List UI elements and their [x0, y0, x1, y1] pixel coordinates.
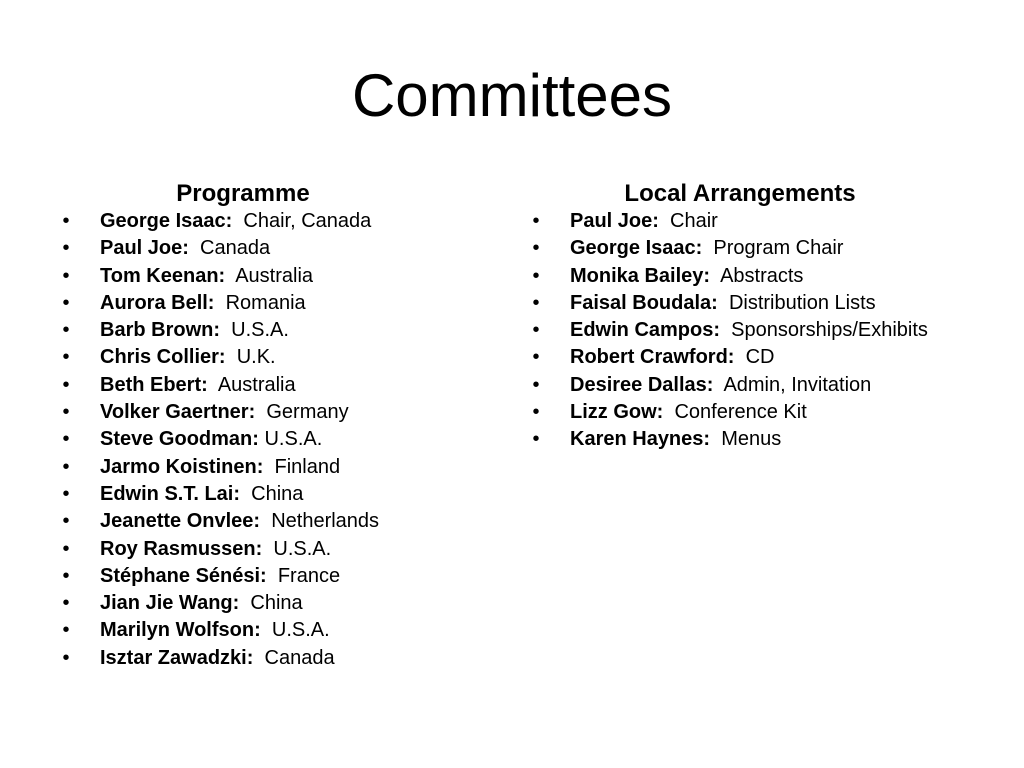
bullet-icon: • — [532, 264, 540, 287]
member-separator — [663, 401, 674, 423]
committee-member — [60, 456, 480, 479]
member-role: Admin, Invitation — [723, 373, 872, 396]
member-role: Australia — [217, 373, 296, 396]
member-name: Edwin S.T. Lai: — [100, 482, 241, 505]
member-name: Stéphane Sénési: — [100, 564, 267, 587]
bullet-icon: • — [62, 319, 70, 342]
member-name: Roy Rasmussen: — [100, 537, 263, 560]
member-role: Germany — [266, 401, 349, 424]
member-role: Abstracts — [720, 264, 804, 287]
member-separator — [263, 456, 274, 478]
member-name: Edwin Campos: — [570, 319, 721, 342]
member-separator — [208, 374, 218, 396]
member-separator — [239, 592, 250, 614]
member-separator — [255, 401, 266, 423]
member-name: Lizz Gow: — [570, 401, 664, 424]
member-role: Canada — [200, 237, 271, 260]
programme-member-list — [60, 210, 480, 670]
member-name: George Isaac: — [100, 210, 233, 232]
member-separator — [267, 565, 278, 587]
bullet-icon: • — [532, 291, 540, 314]
member-role: Chair — [670, 210, 718, 232]
bullet-icon: • — [62, 428, 70, 451]
member-role: U.S.A. — [231, 319, 289, 342]
member-name: Desiree Dallas: — [570, 373, 714, 396]
member-separator — [260, 510, 271, 532]
member-name: Robert Crawford: — [570, 346, 735, 369]
member-separator — [240, 483, 251, 505]
member-separator — [262, 538, 273, 560]
member-role: U.K. — [236, 346, 276, 369]
member-role: Distribution Lists — [728, 291, 876, 314]
bullet-icon: • — [532, 237, 540, 260]
local-arrangements-member-list — [530, 210, 950, 451]
bullet-icon: • — [62, 619, 70, 642]
member-name: Jian Jie Wang: — [100, 592, 240, 615]
bullet-icon: • — [62, 592, 70, 615]
member-separator — [226, 346, 237, 368]
member-role: U.S.A. — [264, 428, 323, 451]
bullet-icon: • — [532, 373, 540, 396]
member-name: Steve Goodman: — [100, 428, 259, 451]
member-role: U.S.A. — [271, 619, 330, 642]
bullet-icon: • — [62, 646, 70, 669]
member-separator — [214, 292, 225, 314]
bullet-icon: • — [62, 210, 70, 232]
local-arrangements-committee — [530, 178, 950, 456]
member-role: Menus — [721, 428, 782, 451]
member-role: China — [251, 482, 304, 505]
member-separator — [253, 647, 264, 669]
member-role: Chair, Canada — [243, 210, 372, 232]
slide-title: Committees — [351, 62, 673, 129]
member-separator — [720, 319, 731, 341]
bullet-icon: • — [62, 291, 70, 314]
bullet-icon: • — [62, 564, 70, 587]
member-separator — [718, 292, 729, 314]
committee-member — [60, 565, 480, 588]
member-role: Finland — [274, 455, 341, 478]
member-separator — [261, 619, 272, 641]
member-name: Beth Ebert: — [100, 373, 208, 396]
bullet-icon: • — [62, 537, 70, 560]
member-separator — [734, 346, 745, 368]
member-separator — [220, 319, 231, 341]
committee-member — [530, 401, 950, 424]
committee-member — [60, 538, 480, 561]
member-role: CD — [745, 346, 775, 369]
committee-member — [530, 210, 950, 233]
committee-member — [60, 592, 480, 615]
member-name: Paul Joe: — [100, 237, 189, 260]
member-name: Chris Collier: — [100, 346, 226, 369]
committee-member — [530, 292, 950, 315]
bullet-icon: • — [62, 373, 70, 396]
committee-member — [60, 292, 480, 315]
member-role: Sponsorships/Exhibits — [731, 319, 928, 342]
member-name: Jarmo Koistinen: — [100, 455, 264, 478]
bullet-icon: • — [62, 264, 70, 287]
member-separator — [713, 374, 723, 396]
member-separator — [232, 210, 243, 232]
bullet-icon: • — [62, 455, 70, 478]
committee-member — [60, 619, 480, 642]
member-role: Romania — [225, 291, 306, 314]
bullet-icon: • — [532, 319, 540, 342]
member-role: Australia — [235, 264, 314, 287]
committee-member — [60, 210, 480, 233]
committee-member — [530, 265, 950, 288]
member-name: Faisal Boudala: — [570, 291, 718, 314]
committee-member — [530, 319, 950, 342]
committee-member — [60, 483, 480, 506]
member-role: Conference Kit — [674, 401, 807, 424]
committee-member — [530, 428, 950, 451]
bullet-icon: • — [62, 482, 70, 505]
member-role: Program Chair — [713, 237, 844, 260]
member-name: Karen Haynes: — [570, 428, 711, 451]
member-separator — [225, 265, 235, 287]
bullet-icon: • — [62, 346, 70, 369]
member-role: Canada — [264, 646, 335, 669]
member-name: Isztar Zawadzki: — [100, 646, 254, 669]
committee-member — [60, 510, 480, 533]
member-separator — [710, 265, 720, 287]
bullet-icon: • — [532, 428, 540, 451]
member-name: Marilyn Wolfson: — [100, 619, 261, 642]
committee-member — [60, 401, 480, 424]
member-name: Volker Gaertner: — [100, 401, 256, 424]
committee-member — [60, 237, 480, 260]
member-separator — [189, 237, 200, 259]
member-name: George Isaac: — [570, 237, 703, 260]
committee-member — [530, 346, 950, 369]
bullet-icon: • — [532, 346, 540, 369]
member-name: Barb Brown: — [100, 319, 220, 342]
bullet-icon: • — [532, 210, 540, 232]
programme-committee — [60, 178, 480, 674]
committee-member — [60, 374, 480, 397]
bullet-icon: • — [62, 510, 70, 533]
member-role: Netherlands — [271, 510, 380, 533]
committee-member — [530, 237, 950, 260]
member-name: Monika Bailey: — [570, 264, 711, 287]
committee-member — [60, 265, 480, 288]
member-role: France — [277, 564, 341, 587]
member-name: Aurora Bell: — [100, 291, 215, 314]
committee-member — [60, 319, 480, 342]
member-role: U.S.A. — [273, 537, 332, 560]
bullet-icon: • — [62, 237, 70, 260]
committee-member — [60, 346, 480, 369]
member-separator — [702, 237, 713, 259]
programme-heading: Programme — [176, 180, 310, 207]
member-role: China — [250, 592, 303, 615]
member-name: Paul Joe: — [570, 210, 659, 232]
member-separator — [710, 428, 721, 450]
bullet-icon: • — [62, 401, 70, 424]
member-name: Tom Keenan: — [100, 264, 226, 287]
member-separator — [659, 210, 670, 232]
committee-member — [60, 647, 480, 670]
committee-member — [60, 428, 480, 451]
committee-member — [530, 374, 950, 397]
member-name: Jeanette Onvlee: — [100, 510, 261, 533]
local-arrangements-heading: Local Arrangements — [624, 180, 856, 207]
bullet-icon: • — [532, 401, 540, 424]
